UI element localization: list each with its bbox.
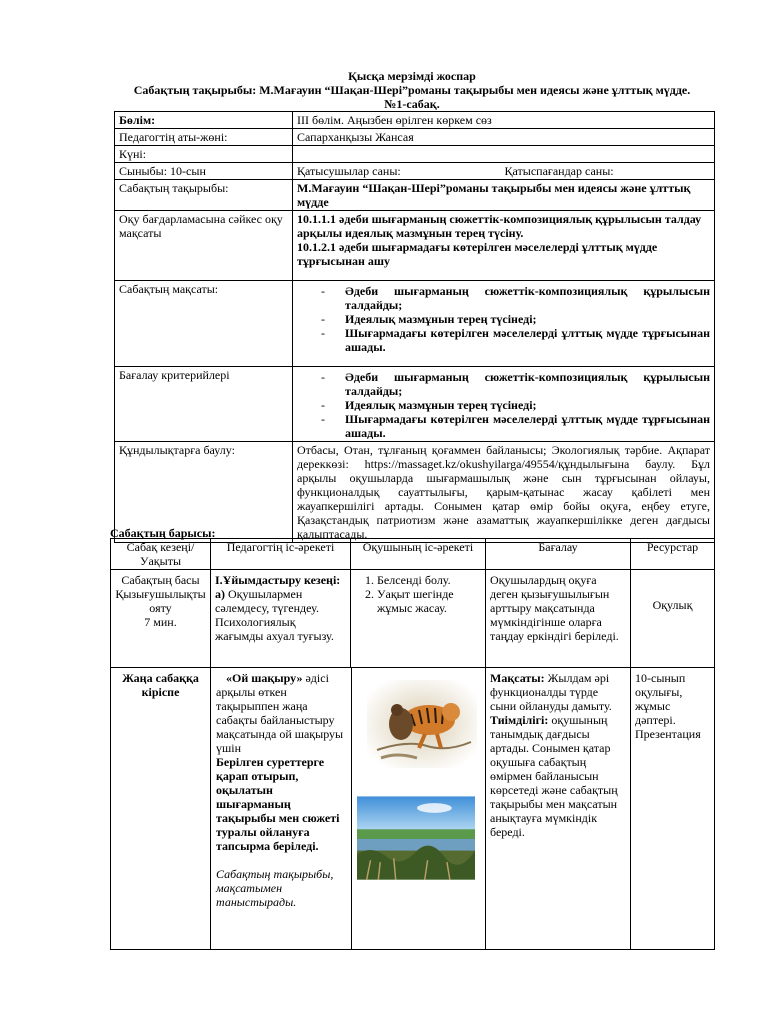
aim-text: Жылдам әрі функционалды түрде сыни ойлануды дамыту. [490, 671, 612, 713]
student-activity-cell [351, 570, 486, 668]
lesson-progress-table [110, 538, 715, 950]
learning-goal-2: 10.1.2.1 әдеби шығармадағы көтерілген мәселелерді ұлттық мүдде тұрғысынан ашу [297, 240, 658, 268]
absent-count-label: Қатыспағандар саны: [505, 163, 715, 180]
lake-landscape-image [357, 795, 475, 881]
method-name: «Ой шақыру» [226, 671, 303, 685]
stage-cell: Жаңа сабаққа кіріспе [111, 668, 211, 950]
item-marker: а) [215, 587, 225, 601]
col-header-stage: Сабақ кезеңі/Уақыты [111, 539, 211, 570]
criteria-item: - Шығармадағы көтерілген мәселелерді ұлттық мүдде тұрғысынан ашады. [297, 412, 710, 440]
resources-cell: Оқулық [631, 570, 715, 668]
aim-label: Мақсаты: [490, 671, 545, 685]
method-description: әдісі арқылы өткен тақырыппен жаңа сабақты байланыстыру мақсатында ой шақыруы үшін [216, 671, 344, 755]
teacher-activity-text: Оқушылармен сәлемдесу, түгендеу. Психологиялық жағымды ахуал туғызу. [215, 587, 334, 643]
org-stage-title: І.Ұйымдастыру кезеңі: [215, 573, 341, 587]
intro-note: Сабақтың тақырыбы, мақсатымен таныстырады. [216, 867, 334, 909]
learning-goals [293, 211, 715, 281]
assessment-criteria [293, 367, 715, 442]
topic-label: Сабақтың тақырыбы: [115, 180, 293, 211]
section-label: Бөлім: [115, 112, 293, 129]
section-value: ІІІ бөлім. Аңызбен өрілген көркем сөз [293, 112, 715, 129]
student-activity-item: 2. Уақыт шегінде жұмыс жасау. [377, 587, 481, 615]
stage-cell: Сабақтың басы Қызығушылықты ояту 7 мин. [111, 570, 211, 668]
date-label: Күні: [115, 146, 293, 163]
student-activity-item: 1. Белсенді болу. [377, 573, 481, 587]
criteria-item: - Әдеби шығарманың сюжеттік-композициялық құрылысын талдайды; [297, 370, 710, 398]
col-header-student: Оқушының іс-әрекеті [351, 539, 486, 570]
values-label: Құндылықтарға баулу: [115, 442, 293, 543]
lesson-topic-heading: Сабақтың тақырыбы: М.Мағауин “Шақан-Шері”романы тақырыбы мен идеясы және ұлттық мүдде. [133, 83, 691, 97]
date-value [293, 146, 715, 163]
col-header-resources: Ресурстар [631, 539, 715, 570]
aim-item: - Идеялық мазмұнын терең түсінеді; [297, 312, 710, 326]
learning-goals-label: Оқу бағдарламасына сәйкес оқу мақсаты [115, 211, 293, 281]
teacher-activity-text [216, 671, 344, 909]
col-header-assessment: Бағалау [486, 539, 631, 570]
topic-value: М.Мағауин “Шақан-Шері”романы тақырыбы мен идеясы және ұлттық мүдде [293, 180, 715, 211]
resources-cell: 10-сынып оқулығы, жұмыс дәптері. Презентация [631, 668, 715, 950]
tiger-attack-image [363, 680, 481, 768]
lesson-progress-heading: Сабақтың барысы: [110, 526, 216, 540]
assessment-cell [486, 668, 631, 950]
lesson-aims-label: Сабақтың мақсаты: [115, 281, 293, 367]
values-text: Отбасы, Отан, тұлғаның қоғаммен байланысы; Экологиялық тәрбие. Ақпарат дереккөзі: https://massaget.kz/okushyilarga/49554/құндылығына баулу. Бұл арқылы оқушыларда шығармашылық және сын тұрғысынан ойлауы, функционалдық сауаттылығы, қарым-қатынас жасау қабілеті мен жауапкершілігі артады. Сонымен қатар өмір бойы оқуға, еңбеу етуге, Қазақстандық патриотизм және азаматтық жауапкершілікке деген дағдысы қалыптасады. [293, 442, 715, 543]
task-instruction: Берілген суреттерге қарап отырып, оқылатын шығарманың тақырыбы мен сюжеті туралы ойлануға тапсырма беріледі. [216, 755, 340, 853]
criteria-item: - Идеялық мазмұнын терең түсінеді; [297, 398, 710, 412]
column-divider [351, 668, 352, 949]
aim-item: - Әдеби шығарманың сюжеттік-композициялық құрылысын талдайды; [297, 284, 710, 312]
teacher-activity-cell [211, 668, 486, 950]
teacher-label: Педагогтің аты-жөні: [115, 129, 293, 146]
teacher-name: Сапарханқызы Жансая [293, 129, 715, 146]
effectiveness-text: оқушының танымдық дағдысы артады. Сонымен қатар оқушыға сабақтың өмірмен байланысын көрсетеді және сабақтың тақырыбы мен мақсатын анықтауға мүмкіндік береді. [490, 713, 618, 839]
assessment-cell: Оқушылардың оқуға деген қызығушылығын арттыру мақсатында мүмкіндігінше оларға таңдау еркіндігі беріледі. [486, 570, 631, 668]
criteria-label: Бағалау критерийлері [115, 367, 293, 442]
document-title: Қысқа мерзімді жоспар [348, 69, 476, 83]
class-label: Сыныбы: 10-сын [115, 163, 293, 180]
col-header-teacher: Педагогтің іс-әрекеті [211, 539, 351, 570]
lesson-info-table [114, 111, 715, 543]
lesson-number: №1-сабақ. [384, 97, 440, 111]
learning-goal-1: 10.1.1.1 әдеби шығарманың сюжеттік-композициялық құрылысын талдау арқылы идеялық мазмұнын терең түсіну. [297, 212, 702, 240]
aim-item: - Шығармадағы көтерілген мәселелерді ұлттық мүдде тұрғысынан ашады. [297, 326, 710, 354]
teacher-activity-cell [211, 570, 351, 668]
lesson-aims [293, 281, 715, 367]
effectiveness-label: Тиімділігі: [490, 713, 549, 727]
present-count-label: Қатысушылар саны: [293, 163, 505, 180]
